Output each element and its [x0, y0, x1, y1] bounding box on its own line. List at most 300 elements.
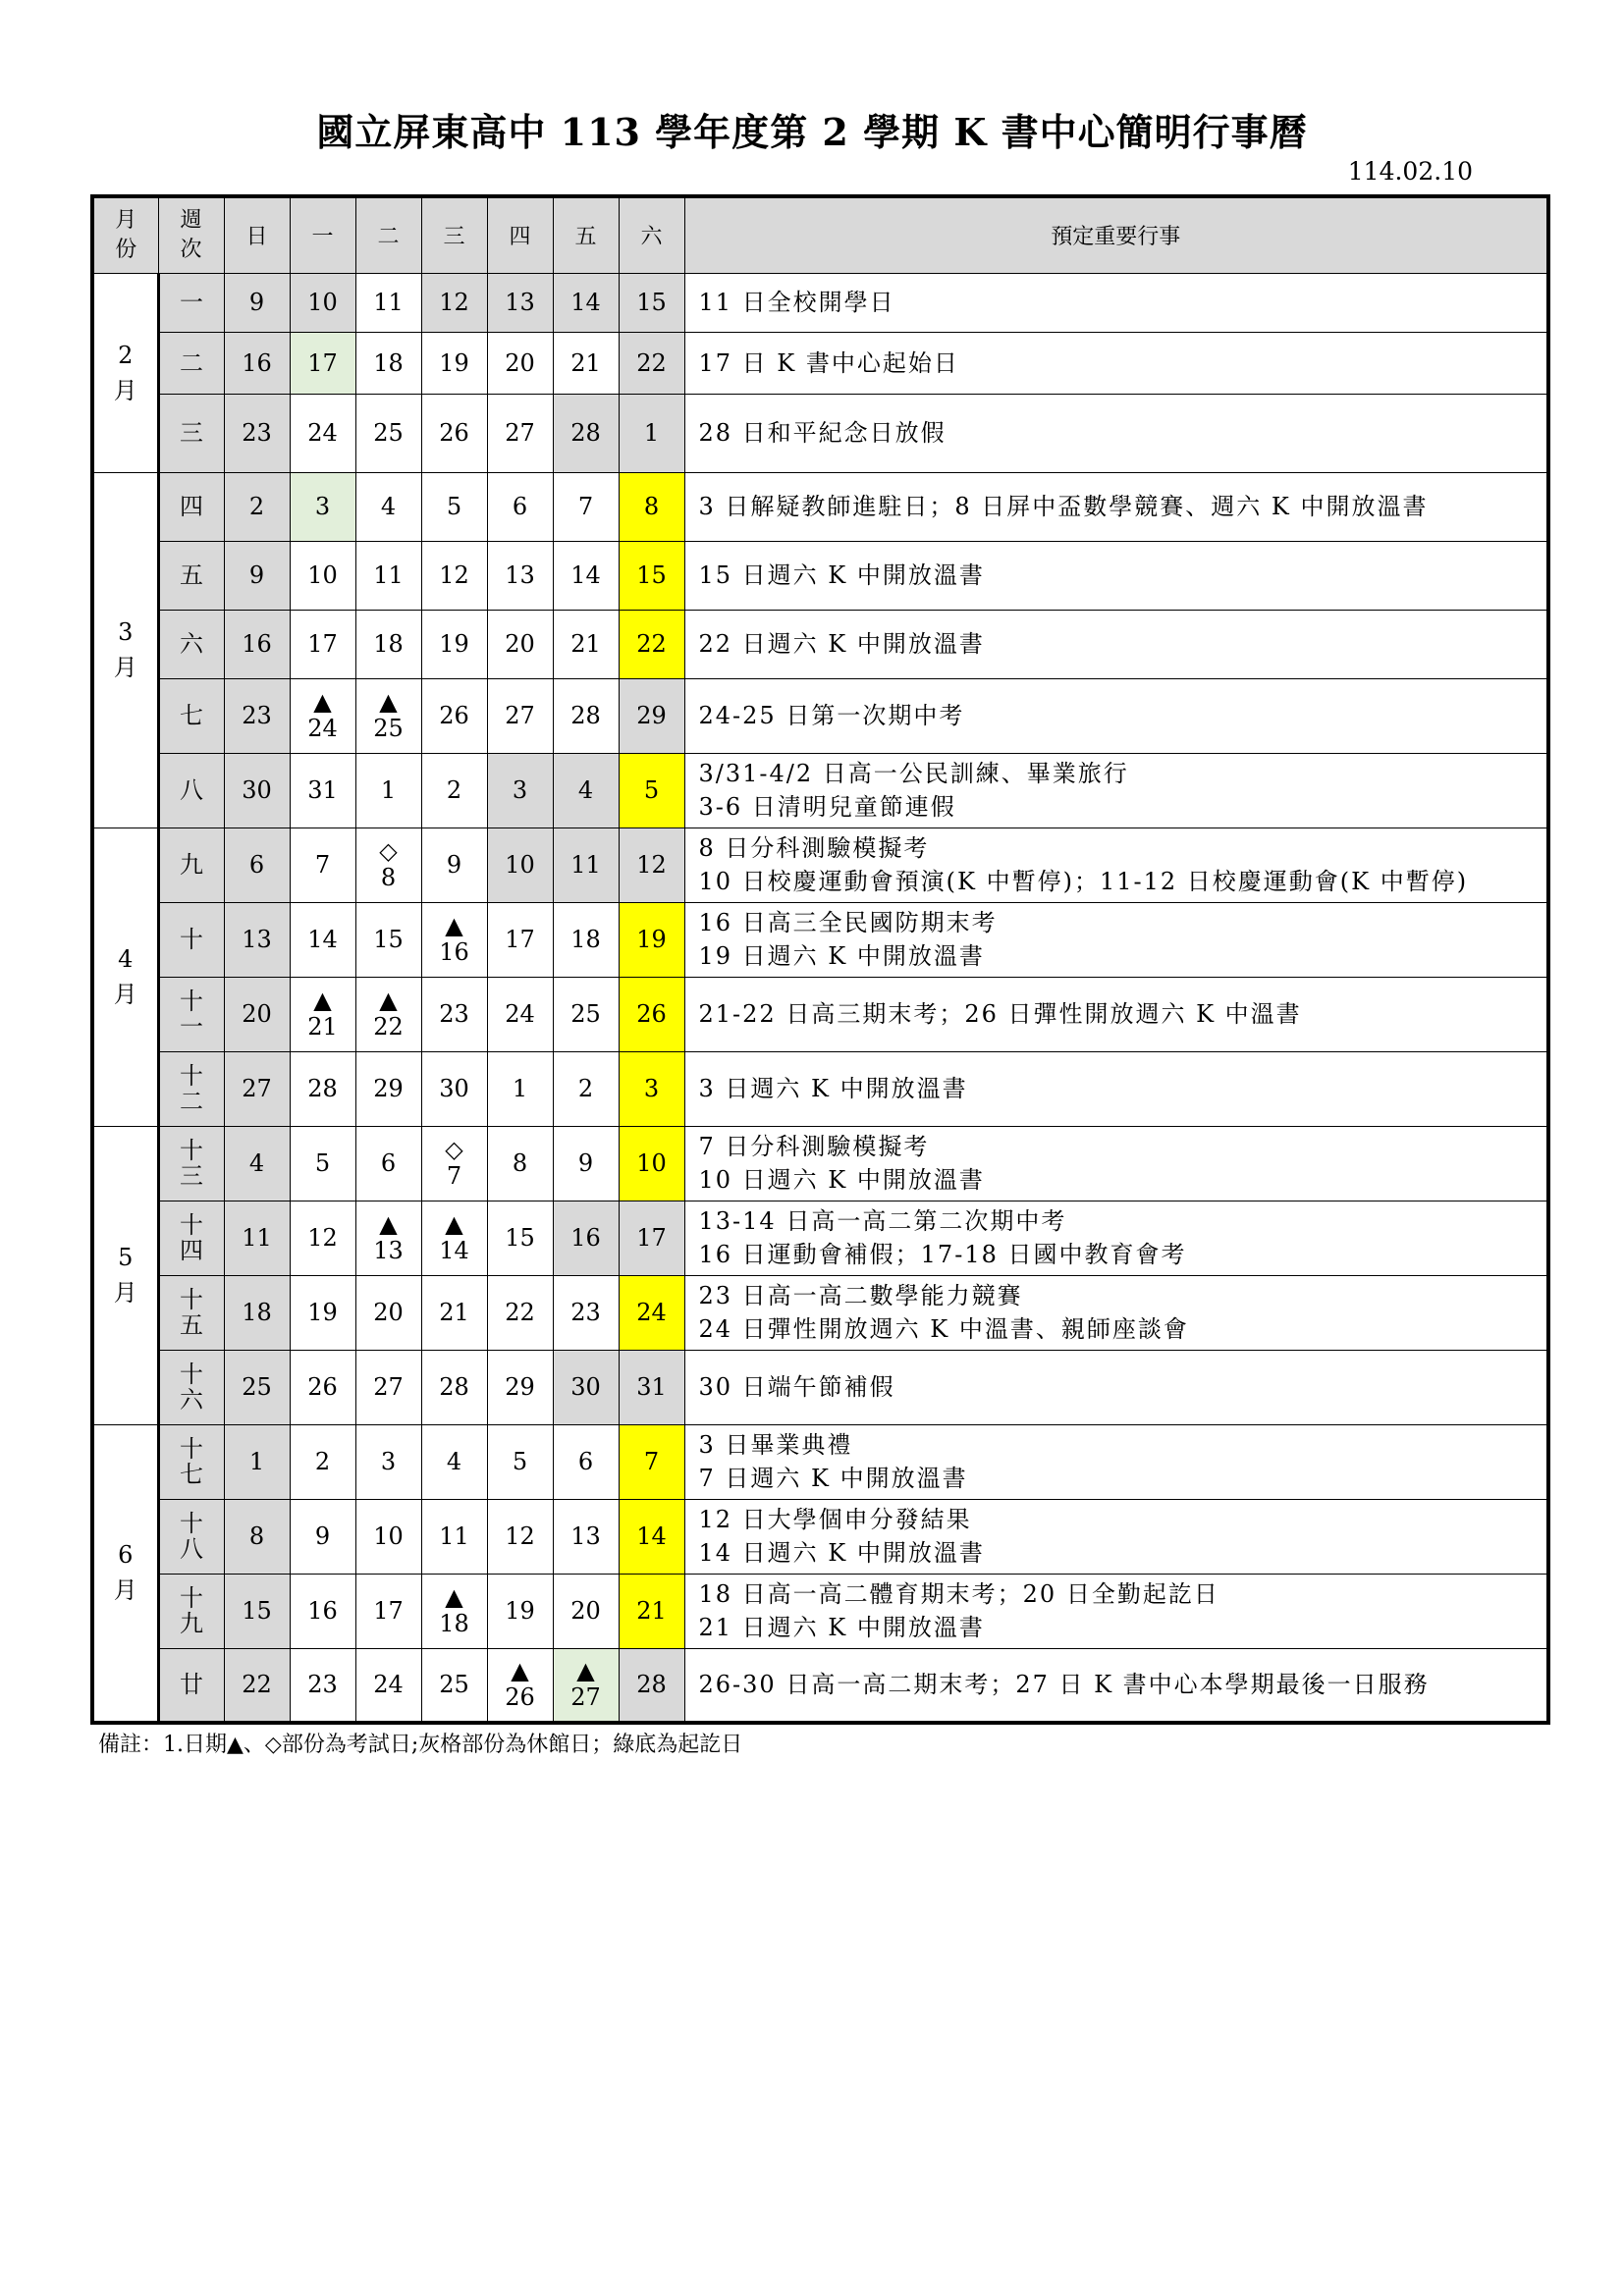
events-cell: [684, 1424, 1548, 1499]
day-cell: [619, 472, 684, 541]
event-line: 12 日大學個申分發結果: [698, 1506, 972, 1533]
week-row: [92, 753, 1548, 828]
day-cell: [487, 332, 553, 394]
day-cell: [487, 977, 553, 1051]
day-cell: [224, 977, 290, 1051]
day-cell: [487, 1350, 553, 1424]
day-cell: [421, 1051, 487, 1126]
page-title: 國立屏東高中 113 學年度第 2 學期 K 書中心簡明行事曆: [316, 110, 1308, 154]
day-number: 4: [577, 776, 594, 804]
day-cell: [355, 1574, 421, 1648]
event-line: 16 日高三全民國防期末考: [698, 909, 998, 936]
day-number: 14: [636, 1522, 667, 1550]
day-cell: [619, 541, 684, 610]
day-cell: [421, 610, 487, 678]
day-cell: [553, 977, 619, 1051]
day-cell: [290, 610, 355, 678]
day-cell: [355, 902, 421, 977]
event-line: 21-22 日高三期末考；26 日彈性開放週六 K 中溫書: [698, 1000, 1302, 1028]
day-number: 5: [314, 1149, 331, 1177]
day-cell: [553, 1350, 619, 1424]
day-number: 2: [314, 1448, 331, 1475]
exam-triangle-icon: ▲: [445, 1583, 463, 1611]
day-cell: [355, 273, 421, 332]
day-number: 31: [636, 1373, 667, 1401]
day-number: 11: [373, 561, 404, 589]
month-label: 3 月: [92, 472, 158, 828]
events-cell: [684, 472, 1548, 541]
day-cell: [355, 753, 421, 828]
day-cell: [290, 1424, 355, 1499]
day-cell: [224, 1499, 290, 1574]
day-number: 18: [439, 1610, 469, 1637]
day-number: 1: [248, 1448, 265, 1475]
day-cell: [553, 1201, 619, 1275]
day-number: 4: [248, 1149, 265, 1177]
day-number: 17: [307, 348, 338, 377]
day-number: 28: [636, 1671, 667, 1699]
events-cell: [684, 753, 1548, 828]
day-number: 12: [439, 561, 469, 589]
day-cell: [487, 1499, 553, 1574]
day-number: 1: [643, 419, 660, 447]
day-cell: [487, 1051, 553, 1126]
day-number: 27: [505, 419, 535, 447]
day-number: 21: [636, 1597, 667, 1625]
week-number: 十 八: [158, 1499, 224, 1574]
day-cell: [619, 1201, 684, 1275]
day-cell: [421, 394, 487, 472]
day-number: 15: [636, 289, 667, 316]
week-row: [92, 1051, 1548, 1126]
day-number: 27: [242, 1075, 272, 1102]
week-row: [92, 1499, 1548, 1574]
day-cell: [224, 273, 290, 332]
day-number: 10: [636, 1149, 667, 1177]
exam-triangle-icon: ▲: [445, 1210, 463, 1238]
week-number: 一: [158, 273, 224, 332]
week-number: 十: [158, 902, 224, 977]
day-cell: [487, 1424, 553, 1499]
day-cell: [290, 1350, 355, 1424]
day-number: 23: [439, 1000, 469, 1028]
day-cell: [290, 678, 355, 753]
day-cell: [619, 1126, 684, 1201]
week-number: 九: [158, 828, 224, 902]
day-cell: [619, 828, 684, 902]
day-cell: [619, 1499, 684, 1574]
day-number: 26: [307, 1373, 338, 1401]
event-line: 18 日高一高二體育期末考；20 日全勤起訖日: [698, 1580, 1219, 1608]
event-line: 15 日週六 K 中開放溫書: [698, 561, 985, 589]
day-number: 11: [373, 289, 404, 316]
day-number: 23: [242, 702, 272, 729]
day-cell: [290, 394, 355, 472]
day-cell: [355, 1648, 421, 1723]
day-number: 12: [505, 1522, 535, 1550]
month-label: 2 月: [92, 273, 158, 472]
event-line: 30 日端午節補假: [698, 1373, 895, 1401]
exam-triangle-icon: ▲: [511, 1657, 529, 1685]
day-number: 30: [242, 776, 272, 804]
day-number: 23: [242, 419, 272, 447]
day-number: 24: [307, 715, 338, 742]
day-cell: [421, 273, 487, 332]
day-cell: [553, 1275, 619, 1350]
day-number: 18: [373, 348, 404, 377]
day-number: 29: [373, 1075, 404, 1102]
week-row: [92, 902, 1548, 977]
day-cell: [487, 902, 553, 977]
day-number: 31: [307, 776, 338, 804]
day-cell: [224, 394, 290, 472]
day-cell: [224, 1275, 290, 1350]
day-cell: [421, 1499, 487, 1574]
month-label: 6 月: [92, 1424, 158, 1723]
day-cell: [487, 1126, 553, 1201]
day-cell: [290, 1201, 355, 1275]
day-number: 15: [242, 1597, 272, 1625]
day-cell: [421, 1201, 487, 1275]
day-number: 6: [512, 493, 528, 520]
day-cell: [355, 1424, 421, 1499]
event-line: 3/31-4/2 日高一公民訓練、畢業旅行: [698, 760, 1129, 787]
day-number: 30: [439, 1075, 469, 1102]
day-cell: [619, 1350, 684, 1424]
day-cell: [421, 541, 487, 610]
event-line: 10 日週六 K 中開放溫書: [698, 1166, 985, 1194]
day-number: 1: [380, 776, 397, 804]
day-cell: [355, 977, 421, 1051]
day-cell: [224, 332, 290, 394]
day-number: 14: [570, 561, 601, 589]
exam-diamond-icon: ◇: [445, 1136, 463, 1163]
day-cell: [487, 678, 553, 753]
day-number: 24: [505, 1000, 535, 1028]
day-number: 11: [439, 1522, 469, 1550]
day-number: 9: [446, 851, 462, 879]
day-number: 15: [636, 561, 667, 589]
day-cell: [224, 1126, 290, 1201]
day-cell: [355, 1350, 421, 1424]
week-number: 十 五: [158, 1275, 224, 1350]
day-number: 24: [307, 419, 338, 447]
header-row: [92, 196, 1548, 273]
day-cell: [619, 753, 684, 828]
day-number: 28: [439, 1373, 469, 1401]
day-cell: [487, 472, 553, 541]
day-number: 8: [512, 1149, 528, 1177]
day-cell: [487, 1275, 553, 1350]
day-cell: [619, 273, 684, 332]
day-number: 15: [373, 926, 404, 953]
day-cell: [290, 753, 355, 828]
day-number: 9: [314, 1522, 331, 1550]
document-date: 114.02.10: [1347, 157, 1473, 186]
day-number: 3: [380, 1448, 397, 1475]
event-line: 28 日和平紀念日放假: [698, 419, 947, 447]
day-cell: [553, 1574, 619, 1648]
day-cell: [224, 1201, 290, 1275]
day-cell: [355, 1275, 421, 1350]
day-cell: [355, 1126, 421, 1201]
day-number: 9: [577, 1149, 594, 1177]
day-cell: [290, 902, 355, 977]
day-cell: [421, 1126, 487, 1201]
month-label: 4 月: [92, 828, 158, 1126]
week-number: 十 九: [158, 1574, 224, 1648]
event-line: 14 日週六 K 中開放溫書: [698, 1539, 985, 1567]
day-number: 26: [636, 1000, 667, 1028]
week-row: [92, 1574, 1548, 1648]
day-number: 7: [314, 851, 331, 879]
day-number: 14: [439, 1237, 469, 1264]
week-number: 十 二: [158, 1051, 224, 1126]
day-number: 6: [577, 1448, 594, 1475]
day-number: 1: [512, 1075, 528, 1102]
day-cell: [224, 1574, 290, 1648]
day-cell: [421, 1574, 487, 1648]
events-cell: [684, 1499, 1548, 1574]
day-number: 21: [570, 348, 601, 377]
day-number: 11: [570, 851, 601, 879]
day-number: 25: [373, 715, 404, 742]
day-number: 5: [643, 776, 660, 804]
week-number: 十 六: [158, 1350, 224, 1424]
day-number: 22: [505, 1299, 535, 1326]
day-cell: [421, 332, 487, 394]
day-cell: [487, 610, 553, 678]
day-number: 12: [439, 289, 469, 316]
day-number: 10: [373, 1522, 404, 1550]
day-number: 16: [307, 1597, 338, 1625]
day-number: 7: [577, 493, 594, 520]
day-number: 20: [242, 1000, 272, 1028]
day-cell: [421, 678, 487, 753]
event-line: 3 日週六 K 中開放溫書: [698, 1075, 968, 1102]
day-cell: [487, 394, 553, 472]
day-cell: [619, 1574, 684, 1648]
week-number: 三: [158, 394, 224, 472]
event-line: 21 日週六 K 中開放溫書: [698, 1614, 985, 1641]
exam-triangle-icon: ▲: [379, 688, 398, 716]
day-cell: [553, 1499, 619, 1574]
day-cell: [290, 1499, 355, 1574]
events-cell: [684, 332, 1548, 394]
week-number: 六: [158, 610, 224, 678]
event-line: 8 日分科測驗模擬考: [698, 834, 930, 862]
exam-triangle-icon: ▲: [576, 1657, 595, 1685]
day-cell: [290, 977, 355, 1051]
day-cell: [619, 394, 684, 472]
day-number: 2: [446, 776, 462, 804]
week-row: [92, 541, 1548, 610]
day-cell: [487, 1648, 553, 1723]
day-number: 22: [636, 348, 667, 377]
calendar-body: [92, 273, 1548, 1723]
events-cell: [684, 541, 1548, 610]
day-number: 24: [373, 1671, 404, 1699]
day-cell: [553, 1051, 619, 1126]
month-label: 5 月: [92, 1126, 158, 1424]
day-number: 10: [307, 561, 338, 589]
week-row: [92, 1201, 1548, 1275]
day-cell: [290, 1051, 355, 1126]
day-number: 5: [446, 493, 462, 520]
day-number: 21: [307, 1013, 338, 1041]
day-cell: [355, 541, 421, 610]
day-cell: [224, 472, 290, 541]
event-line: 3 日畢業典禮: [698, 1431, 853, 1459]
day-number: 20: [373, 1299, 404, 1326]
footnote: 備註：1.日期▲、◇部份為考試日;灰格部份為休館日；綠底為起訖日: [98, 1733, 743, 1757]
week-number: 二: [158, 332, 224, 394]
day-number: 13: [505, 561, 535, 589]
week-header: 週 次: [158, 196, 224, 273]
events-cell: [684, 1051, 1548, 1126]
day-number: 8: [643, 493, 660, 520]
day-number: 12: [636, 851, 667, 879]
day-cell: [553, 610, 619, 678]
event-line: 11 日全校開學日: [698, 289, 895, 316]
day-cell: [224, 1350, 290, 1424]
day-cell: [421, 1275, 487, 1350]
day-number: 13: [373, 1237, 404, 1264]
day-cell: [355, 828, 421, 902]
day-number: 21: [570, 630, 601, 658]
day-cell: [619, 1051, 684, 1126]
day-number: 15: [505, 1224, 535, 1252]
day-cell: [355, 610, 421, 678]
week-number: 廿: [158, 1648, 224, 1723]
day-number: 26: [505, 1683, 535, 1712]
day-number: 2: [248, 493, 265, 520]
day-header-sun: 日: [224, 196, 290, 273]
week-row: [92, 394, 1548, 472]
day-number: 28: [570, 702, 601, 729]
event-line: 22 日週六 K 中開放溫書: [698, 630, 985, 658]
events-cell: [684, 1126, 1548, 1201]
event-line: 7 日分科測驗模擬考: [698, 1133, 930, 1160]
day-number: 27: [373, 1373, 404, 1401]
day-cell: [553, 472, 619, 541]
week-row: [92, 273, 1548, 332]
calendar-table: [90, 194, 1550, 1725]
day-number: 14: [307, 926, 338, 953]
day-number: 22: [242, 1671, 272, 1699]
day-cell: [224, 1051, 290, 1126]
day-cell: [421, 828, 487, 902]
events-cell: [684, 1201, 1548, 1275]
day-number: 7: [446, 1162, 462, 1190]
day-cell: [421, 1350, 487, 1424]
day-number: 25: [242, 1373, 272, 1401]
week-number: 五: [158, 541, 224, 610]
day-number: 25: [373, 419, 404, 447]
events-cell: [684, 977, 1548, 1051]
event-line: 7 日週六 K 中開放溫書: [698, 1465, 968, 1492]
day-number: 3: [643, 1075, 660, 1102]
day-cell: [290, 541, 355, 610]
day-header-wed: 三: [421, 196, 487, 273]
day-number: 26: [439, 419, 469, 447]
day-number: 19: [505, 1597, 535, 1625]
day-cell: [290, 332, 355, 394]
day-number: 27: [570, 1683, 601, 1712]
day-number: 22: [636, 630, 667, 658]
day-cell: [619, 1275, 684, 1350]
day-number: 13: [505, 289, 535, 316]
day-number: 13: [242, 926, 272, 953]
day-number: 6: [248, 851, 265, 879]
day-cell: [553, 273, 619, 332]
day-number: 4: [380, 493, 397, 520]
day-cell: [421, 1424, 487, 1499]
day-number: 17: [636, 1224, 667, 1252]
event-line: 19 日週六 K 中開放溫書: [698, 942, 985, 970]
day-cell: [553, 332, 619, 394]
week-row: [92, 1275, 1548, 1350]
event-line: 3-6 日清明兒童節連假: [698, 793, 956, 821]
event-line: 24 日彈性開放週六 K 中溫書、親師座談會: [698, 1315, 1189, 1343]
events-cell: [684, 902, 1548, 977]
day-number: 12: [307, 1224, 338, 1252]
day-number: 2: [577, 1075, 594, 1102]
day-number: 19: [439, 630, 469, 658]
day-cell: [619, 977, 684, 1051]
event-line: 17 日 K 書中心起始日: [698, 348, 959, 377]
exam-triangle-icon: ▲: [379, 987, 398, 1014]
month-header: 月 份: [92, 196, 158, 273]
day-cell: [487, 541, 553, 610]
day-cell: [224, 610, 290, 678]
day-number: 25: [570, 1000, 601, 1028]
day-number: 23: [570, 1299, 601, 1326]
day-number: 21: [439, 1299, 469, 1326]
event-line: 16 日運動會補假；17-18 日國中教育會考: [698, 1241, 1187, 1268]
day-number: 7: [643, 1448, 660, 1475]
day-number: 10: [505, 851, 535, 879]
day-cell: [224, 541, 290, 610]
day-number: 9: [248, 561, 265, 589]
day-cell: [290, 472, 355, 541]
week-row: [92, 610, 1548, 678]
day-number: 18: [570, 926, 601, 953]
event-line: 24-25 日第一次期中考: [698, 702, 965, 729]
day-cell: [487, 1574, 553, 1648]
events-cell: [684, 394, 1548, 472]
day-number: 13: [570, 1522, 601, 1550]
event-line: 10 日校慶運動會預演(K 中暫停)；11-12 日校慶運動會(K 中暫停): [698, 868, 1469, 895]
day-cell: [355, 394, 421, 472]
week-row: [92, 977, 1548, 1051]
day-number: 11: [242, 1224, 272, 1252]
week-row: [92, 472, 1548, 541]
day-cell: [619, 902, 684, 977]
day-cell: [553, 394, 619, 472]
week-row: [92, 678, 1548, 753]
day-cell: [290, 1126, 355, 1201]
day-cell: [224, 902, 290, 977]
day-cell: [487, 273, 553, 332]
day-number: 30: [570, 1373, 601, 1401]
week-row: [92, 828, 1548, 902]
day-number: 14: [570, 289, 601, 316]
day-cell: [224, 678, 290, 753]
day-number: 25: [439, 1671, 469, 1699]
day-cell: [355, 1051, 421, 1126]
day-number: 17: [307, 630, 338, 658]
